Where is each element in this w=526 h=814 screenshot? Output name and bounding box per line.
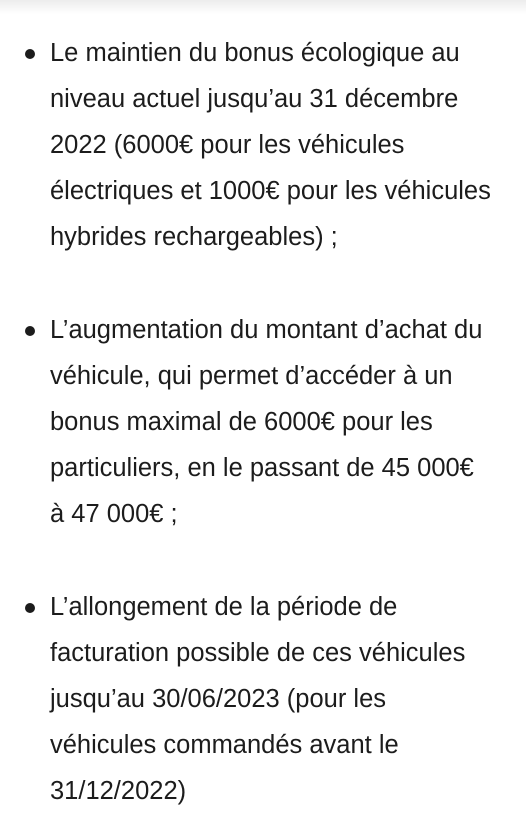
bullet-item-purchase-amount (0, 307, 526, 537)
bullet-text-line: Le maintien du bonus écologique au (50, 39, 460, 67)
bullet-text-line: facturation possible de ces véhicules (50, 639, 466, 667)
bullet-text-line: niveau actuel jusqu’au 31 décembre (50, 85, 459, 113)
top-edge-shadow (0, 0, 526, 14)
bullet-item-bonus (0, 30, 526, 260)
bullet-text-line: véhicule, qui permet d’accéder à un (50, 362, 453, 390)
bullet-dot-icon (25, 326, 35, 336)
bullet-text-line: jusqu’au 30/06/2023 (pour les (50, 685, 386, 713)
bullet-text-line: véhicules commandés avant le (50, 731, 399, 759)
bullet-text-line: hybrides rechargeables) ; (50, 223, 338, 251)
bullet-text-line: 31/12/2022) (50, 777, 187, 805)
bullet-dot-icon (25, 49, 35, 59)
bullet-item-billing-period (0, 584, 526, 814)
bullet-dot-icon (25, 603, 35, 613)
bullet-text-line: bonus maximal de 6000€ pour les (50, 408, 433, 436)
bullet-text-line: L’allongement de la période de (50, 593, 398, 621)
bullet-text-line: L’augmentation du montant d’achat du (50, 316, 483, 344)
bullet-text-line: particuliers, en le passant de 45 000€ (50, 454, 474, 482)
bullet-list (0, 30, 526, 814)
bullet-text-line: 2022 (6000€ pour les véhicules (50, 131, 405, 159)
bullet-text-line: électriques et 1000€ pour les véhicules (50, 177, 491, 205)
bullet-text-line: à 47 000€ ; (50, 500, 178, 528)
